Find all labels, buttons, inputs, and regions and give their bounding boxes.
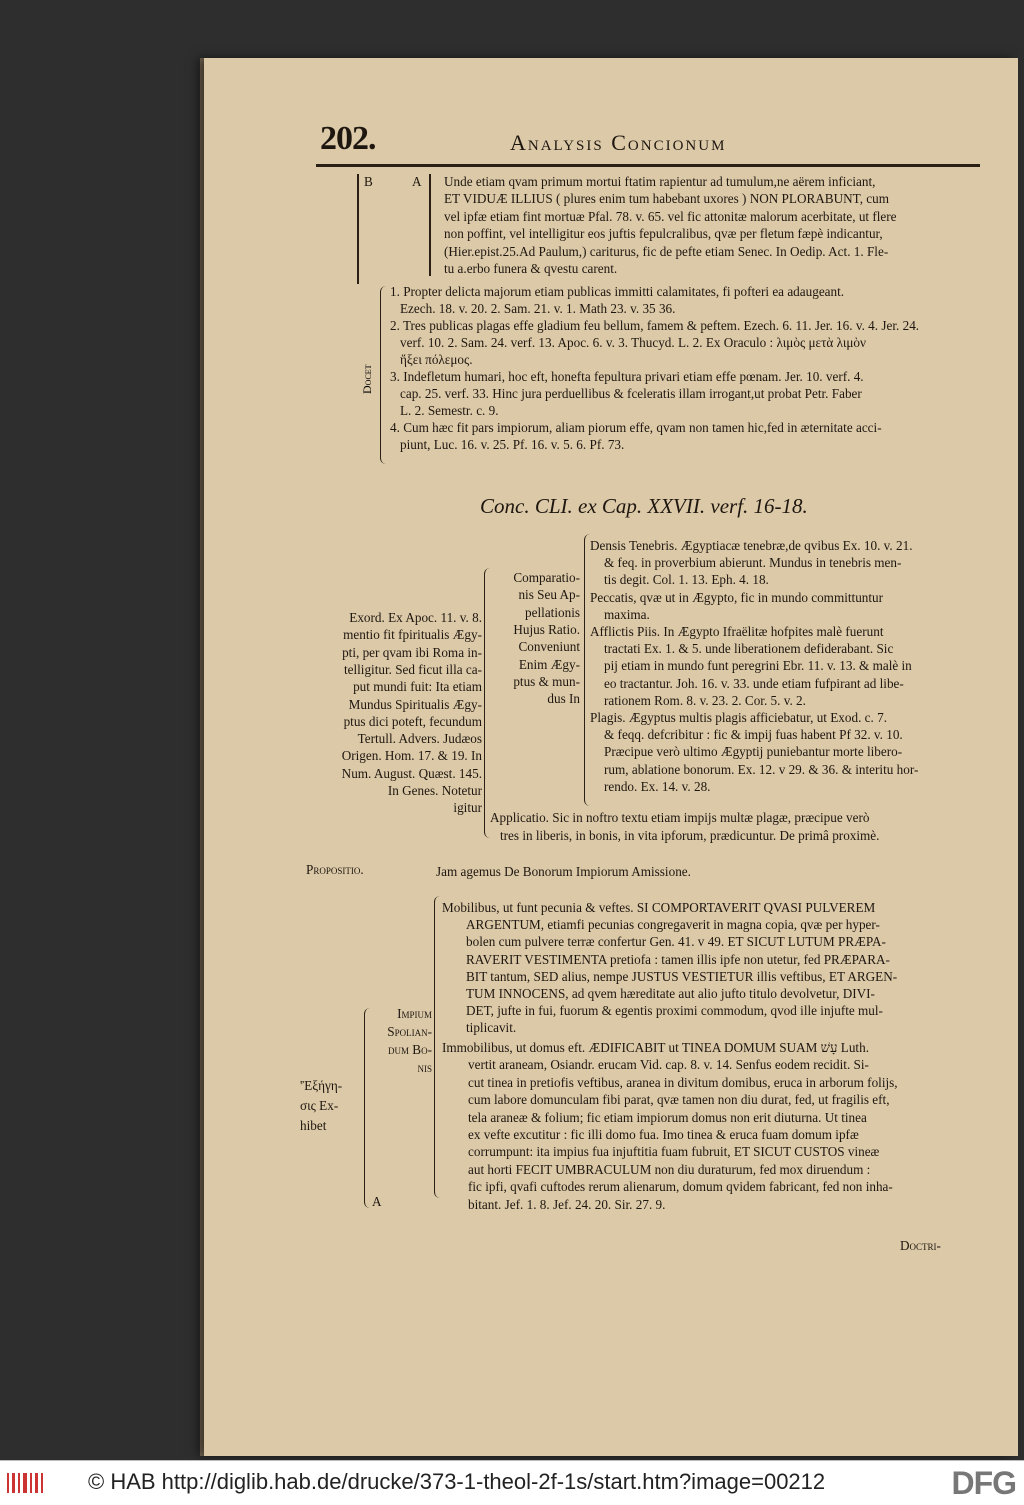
mobilibus-line: BIT tantum, SED alius, nempe JUSTUS VESTIETUR illis veftibus, ET ARGEN- xyxy=(466,968,898,984)
footer-bar xyxy=(0,1460,1024,1505)
comparatio-item-line: rendo. Ex. 14. v. 28. xyxy=(604,778,711,794)
mobilibus-line: tiplicavit. xyxy=(466,1020,517,1036)
immobilibus-line: Immobilibus, ut domus eft. ÆDIFICABIT ut TINEA DOMUM SUAM עָשׁ Luth. xyxy=(442,1040,869,1055)
bracket-line xyxy=(429,174,431,276)
exordium-line: Origen. Hom. 17. & 19. In xyxy=(341,748,482,764)
applicatio-line: tres in liberis, in bonis, in vita ipforum, prædicuntur. De primâ proximè. xyxy=(500,828,880,843)
comparatio-item-line: maxima. xyxy=(604,606,650,622)
comparatio-brace xyxy=(584,534,595,806)
marker-a: A xyxy=(412,174,422,189)
comparatio-item-line: Densis Tenebris. Ægyptiacæ tenebræ,de qvibus Ex. 10. v. 21. xyxy=(590,538,913,553)
section1-line: vel ipfæ etiam fint mortuæ Pfal. 78. v. 65. vel fic attonitæ malorum acerbitate, ut flere xyxy=(444,208,897,224)
docet-line: Ezech. 18. v. 20. 2. Sam. 21. v. 1. Math 23. v. 35 36. xyxy=(400,300,676,316)
comparatio-line: dus In xyxy=(547,691,580,707)
exordium-line: Tertull. Advers. Judæos xyxy=(357,731,482,747)
comparatio-line: pellationis xyxy=(525,604,580,620)
impium-line: dum Bo- xyxy=(388,1042,432,1057)
docet-line: cap. 25. verf. 33. Hinc jura perduellibus & fceleratis illam irrogant,ut probat Petr. Faber xyxy=(400,386,862,401)
exordium-line: igitur xyxy=(453,800,482,816)
immobilibus-line: cut tinea in pretiofis veftibus, aranea in divitum domibus, eruca in arborum folijs, xyxy=(468,1074,898,1090)
exordium-line: Num. August. Quæst. 145. xyxy=(341,765,482,781)
section1-line: (Hier.epist.25.Ad Paulum,) cariturus, fic de pefte etiam Senec. In Oedip. Act. 1. Fle- xyxy=(444,243,889,259)
section1-line: ET VIDUÆ ILLIUS ( plures enim tum habebant uxores ) NON PLORABUNT, cum xyxy=(444,191,890,207)
comparatio-line: Conveniunt xyxy=(518,639,580,655)
immobilibus-line: ex vefte excutitur : fic illi domo fua. Imo tinea & eruca fuam domum ipfæ xyxy=(468,1127,859,1142)
comparatio-item-line: eo tractantur. Joh. 16. v. 33. unde etiam fufpirant ad libe- xyxy=(604,675,904,691)
impium-line: nis xyxy=(417,1060,432,1075)
book-page xyxy=(204,58,1018,1456)
immobilibus-line: corrumpunt: ita impius fua injuftitia fuam fubruit, ET SICUT CUSTOS vineæ xyxy=(468,1144,880,1160)
comparatio-line: Hujus Ratio. xyxy=(513,621,580,637)
propositio-text: Jam agemus De Bonorum Impiorum Amissione. xyxy=(436,864,691,879)
mobilibus-line: ARGENTUM, etiamfi pecunias congregaverit in magna copia, qvæ per hyper- xyxy=(466,917,880,933)
header-rule xyxy=(316,164,980,167)
immobilibus-line: aut horti FECIT UMBRACULUM non diu duraturum, fed mox diruendum : xyxy=(468,1161,871,1177)
comparatio-line: Comparatio- xyxy=(513,570,580,585)
marker-b: B xyxy=(364,174,373,189)
footer-copyright-link[interactable]: © HAB http://diglib.hab.de/drucke/373-1-theol-2f-1s/start.htm?image=00212 xyxy=(88,1469,826,1494)
impium-line: Impium xyxy=(397,1006,432,1021)
exordium-line: ptus dici poteft, fecundum xyxy=(343,713,482,729)
exhibet-line: σις Ex- xyxy=(300,1098,339,1113)
catchword: Doctri- xyxy=(900,1238,941,1253)
conc-title: Conc. CLI. ex Cap. XXVII. verf. 16-18. xyxy=(480,494,808,518)
mobilibus-line: RAVERIT VESTIMENTA pretiofa : tamen illis ipfe non utetur, fed PRÆPARA- xyxy=(466,951,890,967)
comparatio-item-line: & feqq. defcribitur : fic & impij fuas habent Pf 32. v. 10. xyxy=(604,727,903,743)
impium-line: Spolian- xyxy=(387,1024,432,1039)
comparatio-item-line: Afflictis Piis. In Ægypto Ifraëlitæ hofpites malè fuerunt xyxy=(590,624,884,639)
docet-line: piunt, Luc. 16. v. 25. Pf. 16. v. 5. 6. Pf. 73. xyxy=(400,437,625,452)
comparatio-item-line: rationem Rom. 8. v. 23. 2. Cor. 5. v. 2. xyxy=(604,692,806,708)
docet-line: 4. Cum hæc fit pars impiorum, aliam piorum effe, qvam non tamen hic,fed in æternitate acci- xyxy=(390,420,882,436)
comparatio-item-line: Præcipue verò ultimo Ægyptij puniebantur morte libero- xyxy=(604,744,903,760)
mobilibus-line: Mobilibus, ut funt pecunia & veftes. SI COMPORTAVERIT QVASI PULVEREM xyxy=(442,900,876,915)
docet-line: 2. Tres publicas plagas effe gladium feu bellum, famem & peftem. Ezech. 6. 11. Jer. 16. v. 4. Jer. 24. xyxy=(390,318,920,334)
exordium-line: Mundus Spiritualis Ægy- xyxy=(348,696,482,712)
docet-line: 1. Propter delicta majorum etiam publicas immitti calamitates, fi pofteri ea adaugeant. xyxy=(390,284,845,299)
propositio-label: Propositio. xyxy=(306,862,364,877)
mobilibus-line: DET, jufte in fui, fuorum & egentis proximi commodum, qvod ille injufte mul- xyxy=(466,1003,883,1019)
exhibet-line: hibet xyxy=(300,1118,327,1133)
comparatio-item-line: Peccatis, qvæ ut in Ægypto, fic in mundo committuntur xyxy=(590,589,884,605)
running-title: Analysis Concionum xyxy=(510,130,727,155)
exordium-line: mentio fit fpiritualis Ægy- xyxy=(343,627,482,643)
exordium-line: telligitur. Sed ficut illa ca- xyxy=(343,661,482,677)
docet-line: 3. Indefletum humari, hoc eft, honefta fepultura privari etiam effe pœnam. Jer. 10. verf. 4. xyxy=(390,369,864,385)
comparatio-item-line: & feq. in proverbium abierunt. Mundus in tenebris men- xyxy=(604,555,902,571)
docet-line: verf. 10. 2. Sam. 24. verf. 13. Apoc. 6. v. 3. Thucyd. L. 2. Ex Oraculo : λιμὸς μετὰ λιμὸν xyxy=(400,335,866,350)
bracket-line xyxy=(357,174,359,284)
barcode-logo-icon xyxy=(6,1469,46,1497)
mobilibus-line: TUM INNOCENS, ad qvem hæreditate aut alio jufto titulo devolvetur, DIVI- xyxy=(466,986,875,1001)
immobilibus-line: cum labore domunculam fibi parat, qvæ tamen non diu durat, fed, ut fragilis eft, xyxy=(468,1092,890,1108)
immobilibus-line: bitant. Jef. 1. 8. Jef. 24. 20. Sir. 27. 9. xyxy=(468,1196,666,1212)
immobilibus-line: tela araneæ & folium; fic etiam impiorum domus non erit diuturna. Ut tinea xyxy=(468,1109,867,1125)
impium-marker: A xyxy=(372,1194,382,1209)
section1-line: Unde etiam qvam primum mortui ftatim rapientur ad tumulum,ne aërem inficiant, xyxy=(444,174,876,189)
exhibet-line: 'Ἐξήγη- xyxy=(300,1078,343,1093)
exordium-line: Exord. Ex Apoc. 11. v. 8. xyxy=(349,610,482,625)
comparatio-item-line: rum, ablatione bonorum. Ex. 12. v 29. & 36. & interitu hor- xyxy=(604,761,919,777)
comparatio-item-line: Plagis. Ægyptus multis plagis afficiebatur, ut Exod. c. 7. xyxy=(590,710,888,725)
immobilibus-line: vertit araneam, Osiandr. erucam Vid. cap. 8. v. 14. Senfus eodem recidit. Si- xyxy=(468,1057,869,1073)
exordium-brace xyxy=(484,568,493,838)
exordium-line: pti, per qvam ibi Roma in- xyxy=(342,644,482,660)
mobilibus-line: bolen cum pulvere terræ confertur Gen. 41. v 49. ET SICUT LUTUM PRÆPA- xyxy=(466,934,886,950)
comparatio-line: ptus & mun- xyxy=(513,673,580,689)
exhibet-brace xyxy=(364,1008,375,1208)
docet-label: Docet xyxy=(360,364,374,394)
section1-line: non poffint, vel intelligitur eos juftis fepulcralibus, qvæ per fletum fæpè indicantur, xyxy=(444,226,883,242)
exordium-line: In Genes. Notetur xyxy=(387,783,482,798)
dfg-logo: DFG xyxy=(951,1465,1016,1501)
immobilibus-line: fic ipfi, qvafi cuftodes rerum alienarum, domum qvidem fabricant, fed non inha- xyxy=(468,1179,893,1195)
comparatio-item-line: tractati Ex. 1. & 5. unde liberationem defiderabant. Sic xyxy=(604,641,894,657)
comparatio-line: Enim Ægy- xyxy=(518,656,580,672)
page-number: 202. xyxy=(320,120,376,157)
exordium-line: put mundi fuit: Ita etiam xyxy=(353,679,482,695)
comparatio-line: nis Seu Ap- xyxy=(518,587,580,603)
applicatio-line: Applicatio. Sic in noftro textu etiam impijs multæ plagæ, præcipue verò xyxy=(490,810,870,825)
section1-line: tu a.erbo funera & qvestu carent. xyxy=(444,261,618,276)
comparatio-item-line: pij etiam in mundo funt peregrini Ebr. 11. v. 13. & malè in xyxy=(604,658,912,674)
docet-line: L. 2. Semestr. c. 9. xyxy=(400,402,499,418)
comparatio-item-line: tis degit. Col. 1. 13. Eph. 4. 18. xyxy=(604,572,769,588)
docet-line: ἥξει πόλεμος. xyxy=(400,351,473,367)
